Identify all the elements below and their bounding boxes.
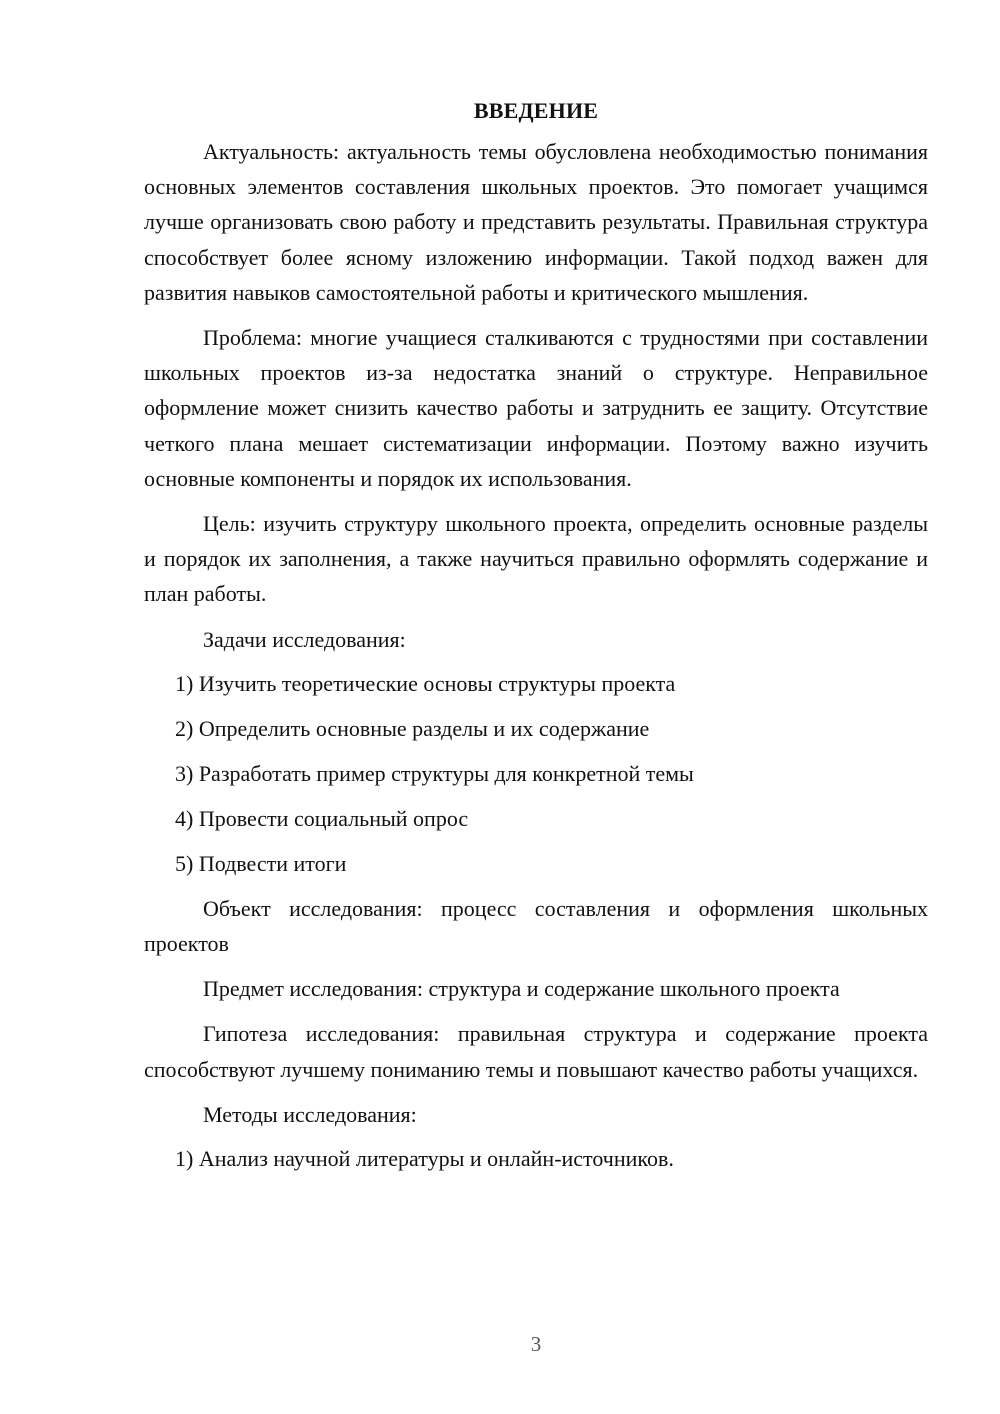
paragraph-object: Объект исследования: процесс составления и оформления школьных проектов [144,895,928,957]
task-item: 1) Изучить теоретические основы структуры проекта [175,670,676,696]
methods-heading: Методы исследования: [203,1101,417,1127]
method-item: 1) Анализ научной литературы и онлайн-источников. [175,1146,674,1172]
paragraph-relevance: Актуальность: актуальность темы обусловлена необходимостью понимания основных элементов составления школьных проектов. Это помогает учащимся лучше организовать свою работу и представить результаты. Правильная структура способствует более ясному изложению информации. Такой подход важен для развития навыков самостоятельной работы и критического мышления. [144,139,928,305]
paragraph-subject: Предмет исследования: структура и содержание школьного проекта [203,976,840,1002]
task-item: 5) Подвести итоги [175,850,347,876]
page-title: ВВЕДЕНИЕ [473,98,599,123]
task-item: 2) Определить основные разделы и их содержание [175,715,650,741]
paragraph-goal: Цель: изучить структуру школьного проекта, определить основные разделы и порядок их заполнения, а также научиться правильно оформлять содержание и план работы. [144,511,928,607]
paragraph-hypothesis: Гипотеза исследования: правильная структура и содержание проекта способствуют лучшему пониманию темы и повышают качество работы учащихся. [144,1021,928,1082]
task-item: 3) Разработать пример структуры для конкретной темы [175,760,694,786]
task-item: 4) Провести социальный опрос [175,805,469,831]
tasks-heading: Задачи исследования: [203,626,406,652]
paragraph-problem: Проблема: многие учащиеся сталкиваются с трудностями при составлении школьных проектов из-за недостатка знаний о структуре. Неправильное оформление может снизить качество работы и затруднить ее защиту. Отсутствие четкого плана мешает систематизации информации. Поэтому важно изучить основные компоненты и порядок их использования. [144,325,928,491]
document-page [144,94,928,1186]
page-number: 3 [530,1332,542,1356]
